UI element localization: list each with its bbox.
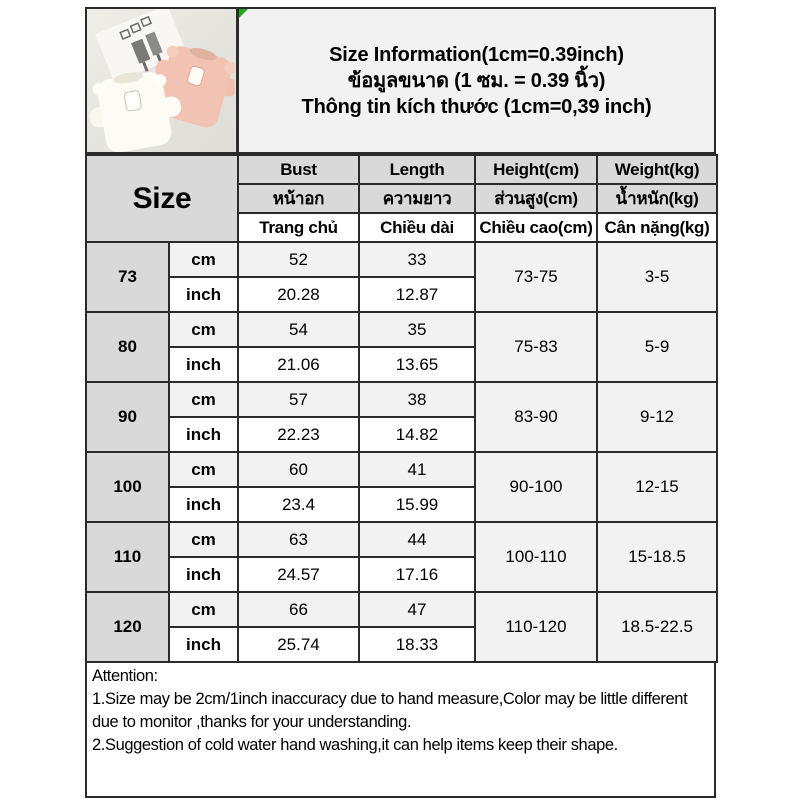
bust-cm-cell: 54: [238, 312, 359, 347]
header-row-english: [86, 155, 717, 184]
weight-cell: 5-9: [597, 312, 717, 382]
height-cell: 100-110: [475, 522, 597, 592]
size-cell: 90: [86, 382, 169, 452]
bust-inch-cell: 20.28: [238, 277, 359, 312]
unit-inch-cell: inch: [169, 487, 238, 522]
notes-line-1: 1.Size may be 2cm/1inch inaccuracy due to hand measure,Color may be little different due to monitor ,thanks for your understanding.: [92, 690, 688, 731]
size-table: [85, 154, 718, 663]
header-bust-vi: Trang chủ: [238, 213, 359, 242]
size-cell: 100: [86, 452, 169, 522]
length-inch-cell: 12.87: [359, 277, 475, 312]
bust-cm-cell: 60: [238, 452, 359, 487]
title-thai: ข้อมูลขนาด (1 ซม. = 0.39 นิ้ว): [347, 69, 606, 92]
row-110-cm: [86, 522, 717, 557]
title-box: [237, 7, 716, 154]
header-length-en: Length: [359, 155, 475, 184]
row-100-cm: [86, 452, 717, 487]
bust-inch-cell: 23.4: [238, 487, 359, 522]
size-cell: 120: [86, 592, 169, 662]
title-english: Size Information(1cm=0.39inch): [329, 43, 624, 66]
row-90-cm: [86, 382, 717, 417]
length-inch-cell: 18.33: [359, 627, 475, 662]
length-inch-cell: 13.65: [359, 347, 475, 382]
product-photo: [85, 7, 237, 154]
unit-cm-cell: cm: [169, 592, 238, 627]
height-cell: 110-120: [475, 592, 597, 662]
top-section: [85, 7, 716, 154]
bust-inch-cell: 25.74: [238, 627, 359, 662]
notes-line-2: 2.Suggestion of cold water hand washing,it can help items keep their shape.: [92, 736, 618, 754]
weight-cell: 15-18.5: [597, 522, 717, 592]
unit-inch-cell: inch: [169, 347, 238, 382]
bust-inch-cell: 22.23: [238, 417, 359, 452]
header-height-th: ส่วนสูง(cm): [475, 184, 597, 213]
bust-inch-cell: 24.57: [238, 557, 359, 592]
bust-cm-cell: 66: [238, 592, 359, 627]
unit-cm-cell: cm: [169, 382, 238, 417]
header-weight-en: Weight(kg): [597, 155, 717, 184]
unit-cm-cell: cm: [169, 312, 238, 347]
header-weight-vi: Cân nặng(kg): [597, 213, 717, 242]
bust-cm-cell: 57: [238, 382, 359, 417]
bust-inch-cell: 21.06: [238, 347, 359, 382]
length-cm-cell: 38: [359, 382, 475, 417]
weight-cell: 3-5: [597, 242, 717, 312]
size-cell: 110: [86, 522, 169, 592]
bust-cm-cell: 52: [238, 242, 359, 277]
size-cell: 73: [86, 242, 169, 312]
length-cm-cell: 44: [359, 522, 475, 557]
cell-corner-marker-icon: [239, 9, 248, 18]
height-cell: 75-83: [475, 312, 597, 382]
header-height-vi: Chiều cao(cm): [475, 213, 597, 242]
weight-cell: 12-15: [597, 452, 717, 522]
unit-inch-cell: inch: [169, 627, 238, 662]
length-cm-cell: 41: [359, 452, 475, 487]
row-80-cm: [86, 312, 717, 347]
baby-shirts-illustration: [87, 9, 235, 152]
attention-notes: [85, 661, 716, 798]
header-bust-th: หน้าอก: [238, 184, 359, 213]
row-73-cm: [86, 242, 717, 277]
length-inch-cell: 17.16: [359, 557, 475, 592]
unit-inch-cell: inch: [169, 557, 238, 592]
weight-cell: 9-12: [597, 382, 717, 452]
length-cm-cell: 35: [359, 312, 475, 347]
bust-cm-cell: 63: [238, 522, 359, 557]
unit-cm-cell: cm: [169, 242, 238, 277]
header-length-vi: Chiều dài: [359, 213, 475, 242]
unit-cm-cell: cm: [169, 452, 238, 487]
header-weight-th: น้ำหนัก(kg): [597, 184, 717, 213]
height-cell: 73-75: [475, 242, 597, 312]
header-height-en: Height(cm): [475, 155, 597, 184]
length-inch-cell: 15.99: [359, 487, 475, 522]
height-cell: 83-90: [475, 382, 597, 452]
row-120-cm: [86, 592, 717, 627]
unit-cm-cell: cm: [169, 522, 238, 557]
header-length-th: ความยาว: [359, 184, 475, 213]
weight-cell: 18.5-22.5: [597, 592, 717, 662]
length-cm-cell: 33: [359, 242, 475, 277]
length-cm-cell: 47: [359, 592, 475, 627]
height-cell: 90-100: [475, 452, 597, 522]
notes-heading: Attention:: [92, 667, 158, 685]
length-inch-cell: 14.82: [359, 417, 475, 452]
size-header-cell: Size: [86, 155, 238, 242]
title-vietnamese: Thông tin kích thước (1cm=0,39 inch): [301, 95, 652, 118]
unit-inch-cell: inch: [169, 277, 238, 312]
header-bust-en: Bust: [238, 155, 359, 184]
size-cell: 80: [86, 312, 169, 382]
unit-inch-cell: inch: [169, 417, 238, 452]
